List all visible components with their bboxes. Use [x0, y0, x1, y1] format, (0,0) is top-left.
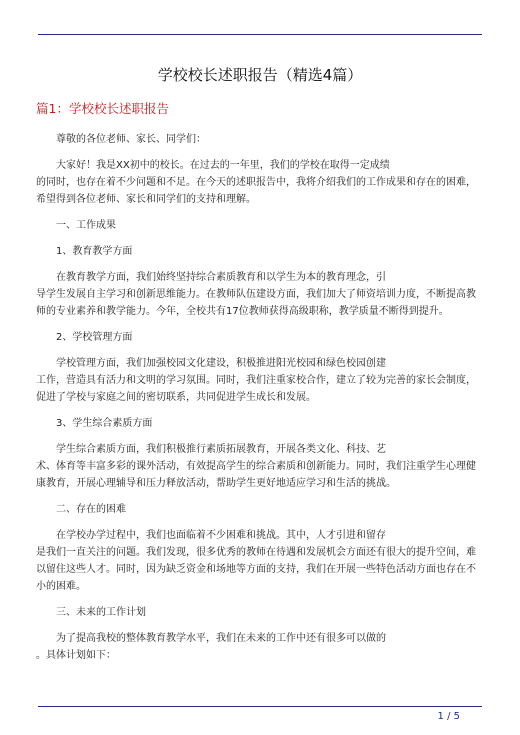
- paragraph-first-line: 大家好！我是XX初中的校长。在过去的一年里，我们的学校在取得一定成绩: [56, 160, 390, 171]
- paragraph: [36, 217, 484, 234]
- paragraph: [36, 415, 484, 432]
- paragraph-first-line: 2、学校管理方面: [56, 332, 133, 343]
- paragraph: [36, 501, 484, 518]
- paragraph: [36, 630, 484, 664]
- footer-rule: [38, 706, 482, 707]
- page-indicator: 1 / 5: [437, 711, 460, 722]
- paragraph-continuation: 。具体计划如下：: [36, 650, 116, 661]
- paragraph-list: [36, 131, 484, 664]
- section-heading: 篇1：学校校长述职报告: [36, 101, 169, 116]
- paragraph: [36, 355, 484, 406]
- paragraph: [36, 269, 484, 320]
- paragraph-first-line: 三、未来的工作计划: [56, 607, 146, 618]
- paragraph-first-line: 一、工作成果: [56, 220, 116, 231]
- paragraph: [36, 604, 484, 621]
- paragraph-continuation: 术、体育等丰富多彩的课外活动，有效提高学生的综合素质和创新能力。同时，我们注重学生心理健康教育，开展心理辅导和压力释放活动，帮助学生更好地适应学习和生活的挑战。: [36, 461, 476, 489]
- paragraph-first-line: 在教育教学方面，我们始终坚持综合素质教育和以学生为本的教育理念，引: [56, 272, 386, 283]
- paragraph: [36, 441, 484, 492]
- document-title: 学校校长述职报告（精选4篇）: [157, 66, 363, 84]
- header-rule: [38, 34, 482, 35]
- paragraph-first-line: 在学校办学过程中，我们也面临着不少困难和挑战。其中，人才引进和留存: [56, 530, 386, 541]
- document-body: [36, 64, 484, 673]
- paragraph: [36, 131, 484, 148]
- paragraph: [36, 527, 484, 595]
- paragraph-first-line: 二、存在的困难: [56, 504, 126, 515]
- paragraph-first-line: 学校管理方面，我们加强校园文化建设，积极推进阳光校园和绿色校园创建: [56, 358, 386, 369]
- paragraph: [36, 243, 484, 260]
- paragraph-continuation: 的同时，也存在着不少问题和不足。在今天的述职报告中，我将介绍我们的工作成果和存在的困难，希望得到各位老师、家长和同学们的支持和理解。: [36, 177, 476, 205]
- paragraph-first-line: 尊敬的各位老师、家长、同学们：: [56, 134, 206, 145]
- paragraph-first-line: 3、学生综合素质方面: [56, 418, 153, 429]
- paragraph-continuation: 是我们一直关注的问题。我们发现，很多优秀的教师在待遇和发展机会方面还有很大的提升空间，难以留住这些人才。同时，因为缺乏资金和场地等方面的支持，我们在开展一些特色活动方面也存在不小的困难。: [36, 547, 476, 592]
- paragraph-continuation: 工作，营造具有活力和文明的学习氛围。同时，我们注重家校合作，建立了较为完善的家长会制度，促进了学校与家庭之间的密切联系，共同促进学生成长和发展。: [36, 375, 476, 403]
- paragraph: [36, 157, 484, 208]
- paragraph: [36, 329, 484, 346]
- paragraph-first-line: 为了提高我校的整体教育教学水平，我们在未来的工作中还有很多可以做的: [56, 633, 386, 644]
- paragraph-first-line: 学生综合素质方面，我们积极推行素质拓展教育，开展各类文化、科技、艺: [56, 444, 386, 455]
- paragraph-continuation: 导学生发展自主学习和创新思维能力。在教师队伍建设方面，我们加大了师资培训力度，不断提高教师的专业素养和教学能力。今年，全校共有17位教师获得高级职称，教学质量不断得到提升。: [36, 289, 476, 317]
- paragraph-first-line: 1、教育教学方面: [56, 246, 133, 257]
